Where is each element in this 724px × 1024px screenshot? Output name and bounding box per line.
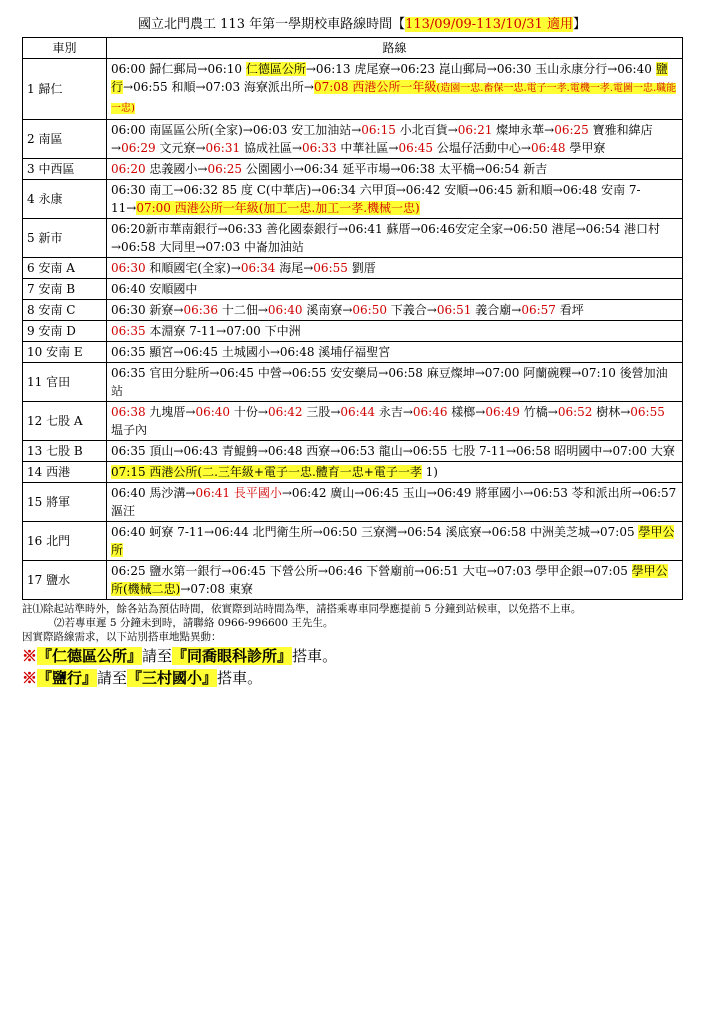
route-segment: 06:29: [121, 141, 156, 155]
route-segment: 06:57: [521, 303, 556, 317]
route-name-cell: 10 安南 E: [23, 342, 107, 363]
route-name-cell: 8 安南 C: [23, 300, 107, 321]
route-stops-cell: [107, 483, 683, 522]
route-segment: 06:38: [111, 405, 146, 419]
route-name-cell: 14 西港: [23, 462, 107, 483]
title-suffix: 】: [572, 17, 586, 32]
route-segment: 06:40 蚵寮 7-11→06:44 北門衛生所→06:50 三寮灣→06:54 溪底寮→06:58 中洲美芝城→07:05: [111, 525, 639, 539]
route-stops-cell: [107, 561, 683, 600]
table-row: [23, 300, 683, 321]
route-stops-cell: [107, 258, 683, 279]
route-segment: 06:42: [267, 405, 303, 419]
route-segment: 學甲公所: [111, 525, 675, 557]
route-name-cell: 7 安南 B: [23, 279, 107, 300]
route-name-cell: 11 官田: [23, 363, 107, 402]
route-segment: 06:49: [485, 405, 520, 419]
note-2: ⑵若專車遲 5 分鐘未到時，請聯絡 0966-996600 王先生。: [54, 617, 334, 629]
notes: [22, 602, 702, 644]
route-stops-cell: [107, 402, 683, 441]
route-segment: 本淵寮 7-11→07:00 下中洲: [145, 324, 301, 338]
route-segment: →06:55 和順→07:03 海寮派出所→: [123, 80, 314, 94]
table-row: [23, 180, 683, 219]
route-segment: 協成社區→: [240, 141, 302, 155]
route-segment: 寶雅和緯店→: [111, 123, 653, 155]
route-segment: 樣榔→: [447, 405, 486, 419]
route-stops-cell: [107, 300, 683, 321]
route-segment: 仁德區公所: [245, 62, 306, 76]
route-segment: →06:42 廣山→06:45 玉山→06:49 將軍國小→06:53 苓和派出所→06:57 漚汪: [111, 486, 677, 518]
table-row: [23, 522, 683, 561]
route-segment: 06:30 南工→06:32 85 度 C(中華店)→06:34 六甲頂→06:42 安順→06:45 新和順→06:48 安南 7-11→: [111, 183, 641, 215]
table-row: [23, 120, 683, 159]
route-segment: →06:13 虎尾寮→06:23 崑山郵局→06:30 玉山永康分行→06:40: [305, 62, 656, 76]
route-segment: 06:21: [457, 123, 493, 137]
route-segment: 06:41 長平國小: [195, 486, 282, 500]
route-stops-cell: [107, 180, 683, 219]
route-segment: 06:31: [205, 141, 241, 155]
route-segment: 永吉→: [375, 405, 413, 419]
route-segment: →07:08 東寮: [180, 582, 253, 596]
route-name-cell: 12 七股 A: [23, 402, 107, 441]
route-segment: 十二佃→: [218, 303, 268, 317]
change-to: 『三村國小』: [127, 669, 218, 687]
route-stops-cell: [107, 159, 683, 180]
route-segment: 07:08 西港公所一年級: [313, 80, 437, 94]
route-segment: 義合廟→: [471, 303, 522, 317]
route-segment: 鹽行: [111, 62, 668, 94]
route-stops-cell: [107, 120, 683, 159]
route-segment: 和順國宅(全家)→: [145, 261, 241, 275]
route-segment: 公園國小→06:34 延平市場→06:38 太平橋→06:54 新吉: [242, 162, 548, 176]
route-segment: 學甲公所(機械二忠): [111, 564, 668, 596]
table-row: [23, 363, 683, 402]
route-segment: 看坪: [555, 303, 584, 317]
route-stops-cell: [107, 219, 683, 258]
route-segment: 06:48: [530, 141, 566, 155]
route-segment: 06:20: [111, 162, 146, 176]
route-segment: 樹林→: [592, 405, 631, 419]
route-stops-cell: [107, 59, 683, 120]
route-segment: 06:50: [352, 303, 387, 317]
route-segment: 06:40: [267, 303, 303, 317]
route-segment: 九塊厝→: [145, 405, 196, 419]
route-segment: 公塭仔活動中心→: [433, 141, 531, 155]
route-name-cell: 13 七股 B: [23, 441, 107, 462]
title-prefix: 國立北門農工 113 年第一學期校車路線時間【: [138, 17, 406, 32]
table-row: [23, 483, 683, 522]
route-name-cell: 6 安南 A: [23, 258, 107, 279]
route-segment: 07:00 西港公所一年級(加工一忠.加工一孝.機械一忠): [136, 201, 420, 215]
route-segment: 06:40 馬沙溝→: [111, 486, 196, 500]
change-end: 搭車。: [292, 647, 338, 665]
route-name-cell: 3 中西區: [23, 159, 107, 180]
route-name-cell: 2 南區: [23, 120, 107, 159]
route-segment: 三股→: [302, 405, 341, 419]
change-to: 『同喬眼科診所』: [172, 647, 293, 665]
route-stops-cell: [107, 342, 683, 363]
route-name-cell: 1 歸仁: [23, 59, 107, 120]
route-segment: 06:25 鹽水第一銀行→06:45 下營公所→06:46 下營廟前→06:51 大屯→07:03 學甲企銀→07:05: [111, 564, 632, 578]
change-from: 『仁德區公所』: [37, 647, 143, 665]
table-row: [23, 441, 683, 462]
route-segment: 06:35 頂山→06:43 青鯤鯓→06:48 西寮→06:53 龍山→06:55 七股 7-11→06:58 昭明國中→07:00 大寮: [111, 444, 675, 458]
route-segment: 海尾→: [275, 261, 314, 275]
table-row: [23, 561, 683, 600]
route-body: [23, 59, 683, 600]
route-segment: 竹橋→: [519, 405, 558, 419]
route-segment: 十份→: [230, 405, 268, 419]
route-segment: 06:35: [111, 324, 146, 338]
table-row: [23, 462, 683, 483]
route-segment: 06:20新市華南銀行→06:33 善化國泰銀行→06:41 蘇厝→06:46安定全家→06:50 港尾→06:54 港口村→06:58 大同里→07:03 中崙加油站: [111, 222, 661, 254]
route-segment: 燦坤永華→: [492, 123, 555, 137]
route-name-cell: 4 永康: [23, 180, 107, 219]
change-from: 『鹽行』: [37, 669, 98, 687]
table-row: [23, 279, 683, 300]
table-row: [23, 402, 683, 441]
note-3: 因實際路線需求，以下站別搭車地點異動：: [22, 631, 222, 643]
route-segment: (造園一忠.畜保一忠.電子一孝.電機一孝.電圖一忠.職能一忠): [111, 83, 677, 114]
route-segment: 06:51: [436, 303, 472, 317]
route-segment: 學甲寮: [565, 141, 606, 155]
route-segment: 忠義國小→: [145, 162, 208, 176]
note-1: 註⑴除起站準時外，餘各站為預估時間，依實際到站時間為準，請搭乘專車同學應提前 5 分鐘到站候車，以免搭不上車。: [22, 603, 582, 615]
route-stops-cell: [107, 363, 683, 402]
route-segment: 06:33: [302, 141, 337, 155]
change-end: 搭車。: [217, 669, 263, 687]
route-segment: 06:35 顯宮→06:45 土城國小→06:48 溪埔仔福聖宮: [111, 345, 391, 359]
route-segment: 小北百貨→: [395, 123, 458, 137]
route-stops-cell: [107, 462, 683, 483]
route-name-cell: 15 將軍: [23, 483, 107, 522]
route-segment: 06:00 南區區公所(全家)→06:03 安工加油站→: [111, 123, 362, 137]
route-stops-cell: [107, 441, 683, 462]
table-row: [23, 59, 683, 120]
route-stops-cell: [107, 321, 683, 342]
route-name-cell: 16 北門: [23, 522, 107, 561]
route-segment: 06:34: [240, 261, 276, 275]
route-segment: 溪南寮→: [302, 303, 353, 317]
change-notice-2: [22, 668, 702, 688]
table-header-row: [23, 38, 683, 59]
route-segment: 06:25: [207, 162, 243, 176]
route-segment: 06:45: [398, 141, 434, 155]
route-segment: 06:40: [195, 405, 231, 419]
header-route: 路線: [107, 38, 683, 59]
table-row: [23, 342, 683, 363]
route-segment: 06:36: [183, 303, 219, 317]
change-mid: 請至: [97, 669, 128, 687]
route-segment: 1): [421, 465, 438, 479]
route-segment: 06:46: [412, 405, 448, 419]
header-route-name: 車別: [23, 38, 107, 59]
change-mid: 請至: [142, 647, 173, 665]
route-segment: 06:52: [557, 405, 593, 419]
table-row: [23, 159, 683, 180]
route-segment: 06:55: [630, 405, 665, 419]
route-stops-cell: [107, 522, 683, 561]
route-name-cell: 17 鹽水: [23, 561, 107, 600]
route-segment: 07:15 西港公所(二.三年級+電子一忠.體育一忠+電子一孝: [111, 465, 422, 479]
change-mark: ※: [22, 647, 38, 665]
change-mark: ※: [22, 669, 38, 687]
route-segment: 06:30: [111, 261, 146, 275]
table-row: [23, 258, 683, 279]
title-period: 113/09/09-113/10/31 適用: [405, 17, 573, 32]
route-segment: 06:00 歸仁郵局→06:10: [111, 62, 246, 76]
table-row: [23, 219, 683, 258]
route-segment: 下義合→: [386, 303, 437, 317]
route-segment: 06:44: [340, 405, 375, 419]
route-name-cell: 5 新市: [23, 219, 107, 258]
route-name-cell: 9 安南 D: [23, 321, 107, 342]
route-segment: 06:40 安順國中: [111, 282, 198, 296]
route-segment: 塭子內: [111, 423, 148, 437]
route-segment: 劉厝: [347, 261, 376, 275]
route-segment: 06:15: [361, 123, 396, 137]
route-segment: 06:55: [313, 261, 348, 275]
route-segment: 06:30 新寮→: [111, 303, 184, 317]
route-stops-cell: [107, 279, 683, 300]
route-segment: 文元寮→: [155, 141, 206, 155]
route-segment: 06:35 官田分駐所→06:45 中營→06:55 安安藥局→06:58 麻豆燦坤→07:00 阿蘭碗粿→07:10 後營加油站: [111, 366, 668, 398]
bus-route-table: [22, 37, 683, 600]
route-segment: 中華社區→: [336, 141, 399, 155]
document-title: [0, 16, 724, 34]
route-segment: 06:25: [554, 123, 589, 137]
table-row: [23, 321, 683, 342]
change-notice-1: [22, 646, 702, 666]
